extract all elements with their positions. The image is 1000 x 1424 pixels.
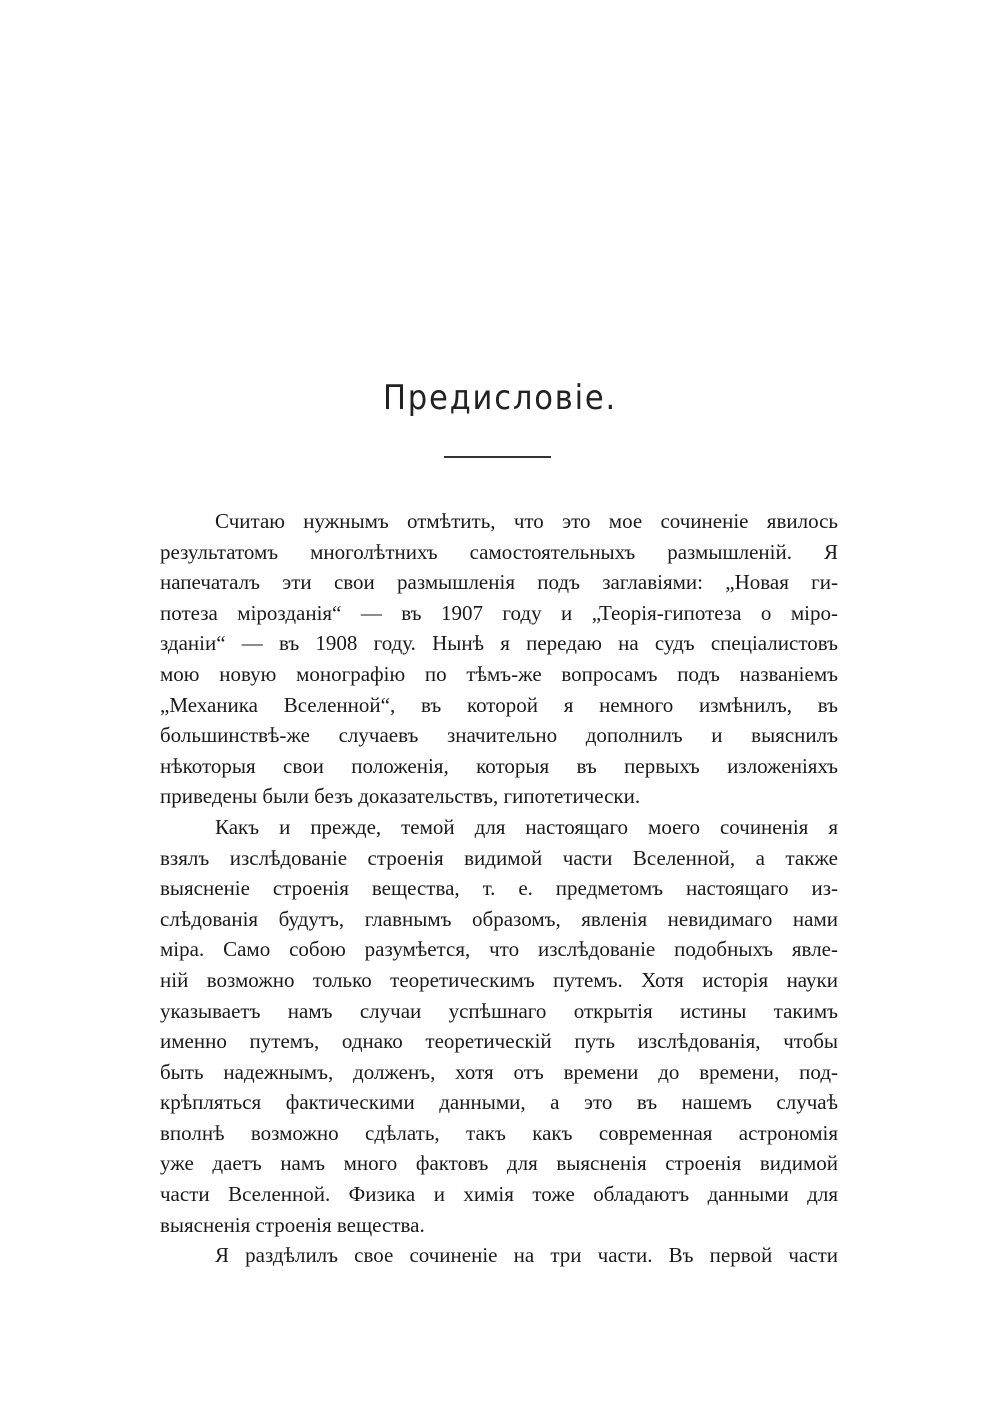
text-line: мою новую монографію по тѣмъ-же вопросамъ подъ названіемъ bbox=[160, 661, 838, 686]
text-line: ній возможно только теоретическимъ путемъ. Хотя исторія науки bbox=[160, 967, 838, 992]
title-divider bbox=[444, 456, 551, 458]
text-line: выясненіе строенія вещества, т. е. предметомъ настоящаго из- bbox=[160, 876, 838, 901]
text-line: крѣпляться фактическими данными, а это въ нашемъ случаѣ bbox=[160, 1090, 838, 1115]
text-line: части Вселенной. Физика и химія тоже обладаютъ данными для bbox=[160, 1182, 838, 1207]
text-line: Я раздѣлилъ свое сочиненіе на три части. Въ первой части bbox=[215, 1243, 838, 1268]
text-line: вполнѣ возможно сдѣлать, такъ какъ современная астрономія bbox=[160, 1120, 838, 1145]
text-line: слѣдованія будутъ, главнымъ образомъ, явленія невидимаго нами bbox=[160, 906, 838, 931]
text-line: быть надежнымъ, долженъ, хотя отъ времени до времени, под- bbox=[160, 1059, 838, 1084]
text-line: зданіи“ — въ 1908 году. Нынѣ я передаю на судъ спеціалистовъ bbox=[160, 631, 838, 656]
text-line: міра. Само собою разумѣется, что изслѣдованіе подобныхъ явле- bbox=[160, 937, 838, 962]
text-line: выясненія строенія вещества. bbox=[160, 1212, 425, 1237]
text-line: указываетъ намъ случаи успѣшнаго открытія истины такимъ bbox=[160, 998, 838, 1023]
text-line: потеза мірозданія“ — въ 1907 году и „Теорія-гипотеза о міро- bbox=[160, 600, 838, 625]
text-line: уже даетъ намъ много фактовъ для выясненія строенія видимой bbox=[160, 1151, 838, 1176]
text-line: именно путемъ, однако теоретическій путь изслѣдованія, чтобы bbox=[160, 1029, 838, 1054]
text-line: нѣкоторыя свои положенія, которыя въ первыхъ изложеніяхъ bbox=[160, 753, 838, 778]
body-text bbox=[160, 506, 838, 1271]
text-line: приведены были безъ доказательствъ, гипотетически. bbox=[160, 784, 641, 809]
text-line: Какъ и прежде, темой для настоящаго моего сочиненія я bbox=[215, 814, 838, 839]
text-line: „Механика Вселенной“, въ которой я немного измѣнилъ, въ bbox=[160, 692, 838, 717]
text-line: Считаю нужнымъ отмѣтить, что это мое сочиненіе явилось bbox=[215, 509, 838, 533]
text-line: взялъ изслѣдованіе строенія видимой части Вселенной, а также bbox=[160, 845, 838, 870]
page-title: Предисловіе. bbox=[382, 378, 618, 418]
text-line: результатомъ многолѣтнихъ самостоятельныхъ размышленій. Я bbox=[160, 539, 838, 564]
text-line: напечаталъ эти свои размышленія подъ заглавіями: „Новая ги- bbox=[160, 570, 838, 595]
text-line: большинствѣ-же случаевъ значительно дополнилъ и выяснилъ bbox=[160, 723, 838, 748]
